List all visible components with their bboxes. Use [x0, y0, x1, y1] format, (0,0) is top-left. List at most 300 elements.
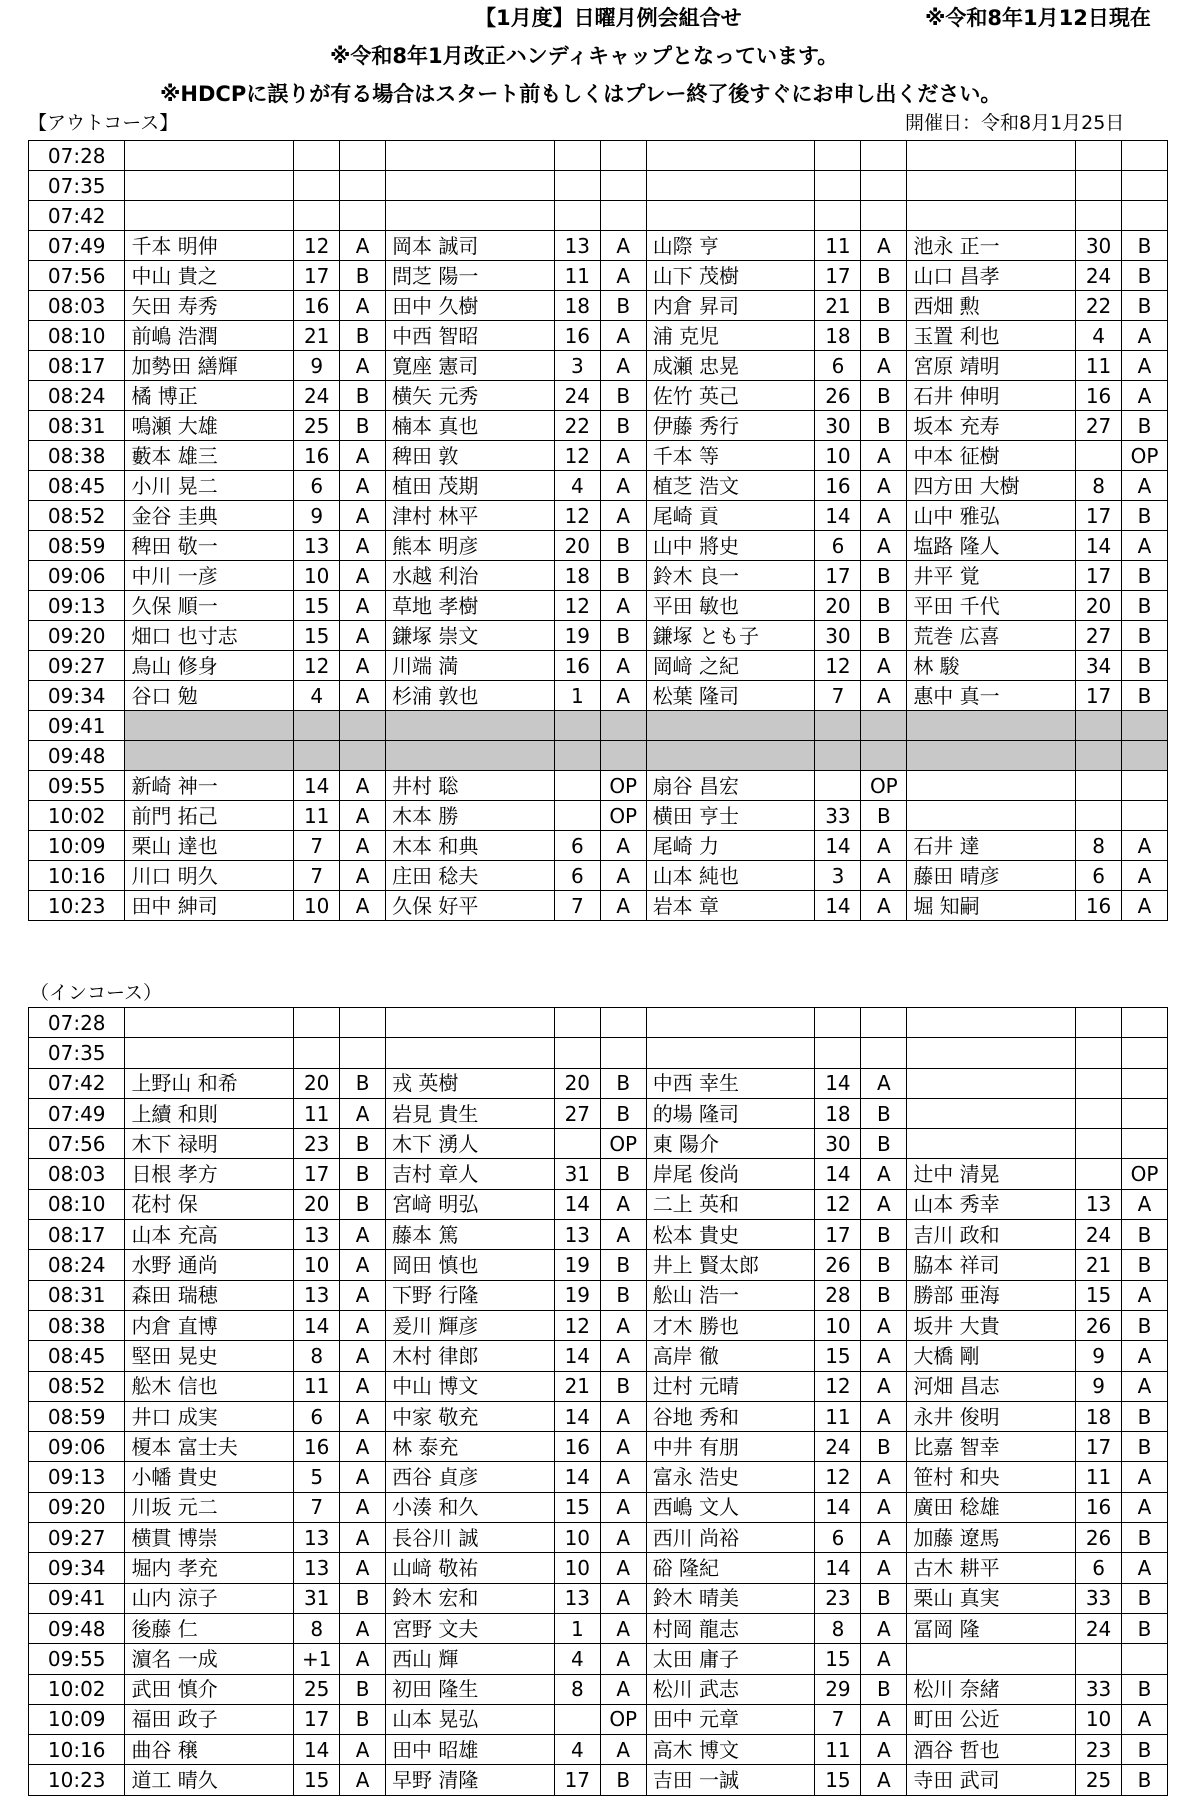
player-name: 舩木 信也 — [125, 1371, 294, 1401]
player-class: A — [340, 681, 386, 711]
player-handicap: 26 — [815, 1250, 861, 1280]
player-handicap — [554, 201, 600, 231]
player-handicap: 33 — [1076, 1674, 1122, 1704]
player-handicap: 7 — [815, 681, 861, 711]
player-name: 鎌塚 とも子 — [646, 621, 815, 651]
player-handicap: 25 — [294, 1674, 340, 1704]
player-name: 吉田 一誠 — [646, 1765, 815, 1795]
player-handicap: 16 — [1076, 381, 1122, 411]
tee-time-row — [29, 1523, 1168, 1553]
tee-time-row — [29, 561, 1168, 591]
player-handicap: 3 — [554, 351, 600, 381]
tee-time: 09:34 — [29, 1553, 125, 1583]
player-handicap: 30 — [815, 411, 861, 441]
player-name: 森田 瑞穂 — [125, 1280, 294, 1310]
tee-time: 10:02 — [29, 1674, 125, 1704]
player-class: B — [340, 1583, 386, 1613]
tee-time-row — [29, 1250, 1168, 1280]
player-handicap: 9 — [1076, 1341, 1122, 1371]
player-name: 栗山 達也 — [125, 831, 294, 861]
player-handicap: 16 — [815, 471, 861, 501]
player-name: 加勢田 繕輝 — [125, 351, 294, 381]
tee-time: 08:31 — [29, 411, 125, 441]
player-handicap: 12 — [815, 1189, 861, 1219]
player-name: 吉村 章人 — [386, 1159, 555, 1189]
player-class — [861, 1038, 907, 1068]
player-class: A — [1122, 471, 1168, 501]
player-name — [907, 711, 1076, 741]
player-class — [340, 201, 386, 231]
player-class: A — [340, 1371, 386, 1401]
player-handicap: 4 — [554, 1644, 600, 1674]
player-class: A — [861, 1310, 907, 1340]
player-name: 武田 慎介 — [125, 1674, 294, 1704]
player-class: B — [861, 591, 907, 621]
player-handicap: 12 — [815, 1371, 861, 1401]
player-handicap: 6 — [815, 1523, 861, 1553]
player-name: 下野 行隆 — [386, 1280, 555, 1310]
player-handicap — [1076, 1038, 1122, 1068]
player-handicap: 10 — [294, 561, 340, 591]
player-name: 上續 和則 — [125, 1098, 294, 1128]
player-class: A — [600, 591, 646, 621]
player-handicap: 18 — [554, 291, 600, 321]
player-handicap: 24 — [815, 1432, 861, 1462]
player-class — [1122, 771, 1168, 801]
player-handicap: 13 — [294, 1553, 340, 1583]
tee-time-row — [29, 1553, 1168, 1583]
player-handicap: 7 — [294, 1492, 340, 1522]
player-name: 問芝 陽一 — [386, 261, 555, 291]
tee-time-row — [29, 621, 1168, 651]
player-class: B — [1122, 621, 1168, 651]
tee-time: 09:48 — [29, 741, 125, 771]
player-class — [1122, 711, 1168, 741]
player-handicap: 26 — [815, 381, 861, 411]
player-class: A — [861, 351, 907, 381]
player-class: A — [861, 1704, 907, 1734]
player-name: 横田 亨士 — [646, 801, 815, 831]
player-class: B — [861, 1250, 907, 1280]
player-name: 前門 拓己 — [125, 801, 294, 831]
player-handicap: 11 — [554, 261, 600, 291]
player-name: 鎌塚 崇文 — [386, 621, 555, 651]
player-class: A — [600, 231, 646, 261]
player-name: 成瀬 忠晃 — [646, 351, 815, 381]
tee-time-row — [29, 1220, 1168, 1250]
player-class: B — [861, 1674, 907, 1704]
player-name: 初田 隆生 — [386, 1674, 555, 1704]
player-handicap: 33 — [1076, 1583, 1122, 1613]
player-class: A — [600, 1189, 646, 1219]
player-name: 塩路 隆人 — [907, 531, 1076, 561]
player-name: 廣田 稔雄 — [907, 1492, 1076, 1522]
player-handicap: 11 — [815, 231, 861, 261]
player-name: 高木 博文 — [646, 1735, 815, 1765]
player-name: 尾崎 力 — [646, 831, 815, 861]
tee-time-row — [29, 1492, 1168, 1522]
player-class: B — [861, 801, 907, 831]
player-name: 草地 孝樹 — [386, 591, 555, 621]
player-class: A — [600, 861, 646, 891]
player-class — [1122, 1008, 1168, 1038]
player-class — [340, 741, 386, 771]
player-class: A — [340, 501, 386, 531]
tee-time: 09:55 — [29, 1644, 125, 1674]
player-class: A — [600, 1735, 646, 1765]
player-name: 中西 幸生 — [646, 1068, 815, 1098]
player-name: 小幡 貴史 — [125, 1462, 294, 1492]
player-name: 平田 敏也 — [646, 591, 815, 621]
tee-time-row — [29, 1068, 1168, 1098]
player-name — [125, 141, 294, 171]
player-class: B — [1122, 1583, 1168, 1613]
player-name: 川口 明久 — [125, 861, 294, 891]
player-handicap: 24 — [554, 381, 600, 411]
tee-time: 08:45 — [29, 471, 125, 501]
player-class — [1122, 1129, 1168, 1159]
player-name: 宮野 文夫 — [386, 1613, 555, 1643]
player-class — [861, 1008, 907, 1038]
player-class — [861, 741, 907, 771]
event-date: 開催日：令和8月1月25日 — [905, 112, 1125, 134]
player-name: 津村 林平 — [386, 501, 555, 531]
player-class: B — [1122, 261, 1168, 291]
player-name — [646, 741, 815, 771]
player-name: 林 駿 — [907, 651, 1076, 681]
player-class: A — [340, 1462, 386, 1492]
player-handicap: 14 — [815, 1159, 861, 1189]
player-class: A — [600, 1310, 646, 1340]
player-class: A — [340, 831, 386, 861]
player-class: B — [1122, 1613, 1168, 1643]
tee-time: 08:52 — [29, 1371, 125, 1401]
tee-time: 08:10 — [29, 321, 125, 351]
player-handicap: 14 — [1076, 531, 1122, 561]
player-class — [1122, 1098, 1168, 1128]
tee-time: 10:16 — [29, 1735, 125, 1765]
player-name: 木村 律郎 — [386, 1341, 555, 1371]
player-class: B — [1122, 1250, 1168, 1280]
player-name: 岡田 慎也 — [386, 1250, 555, 1280]
player-name: 岩本 章 — [646, 891, 815, 921]
player-class: A — [1122, 1492, 1168, 1522]
player-name: 勝部 亜海 — [907, 1280, 1076, 1310]
player-handicap — [1076, 771, 1122, 801]
tee-time: 10:23 — [29, 1765, 125, 1795]
tee-time: 08:45 — [29, 1341, 125, 1371]
player-name: 堀 知嗣 — [907, 891, 1076, 921]
tee-time-row — [29, 381, 1168, 411]
player-name: 谷地 秀和 — [646, 1401, 815, 1431]
player-handicap: 33 — [815, 801, 861, 831]
player-handicap: 20 — [294, 1068, 340, 1098]
player-handicap — [815, 141, 861, 171]
player-class: A — [340, 1341, 386, 1371]
tee-time-row — [29, 1159, 1168, 1189]
tee-time-row — [29, 321, 1168, 351]
player-name: 福田 政子 — [125, 1704, 294, 1734]
player-name: 西畑 勲 — [907, 291, 1076, 321]
player-handicap: 14 — [815, 1492, 861, 1522]
tee-time: 08:38 — [29, 441, 125, 471]
player-name — [646, 711, 815, 741]
player-name — [386, 1038, 555, 1068]
player-class: B — [1122, 1310, 1168, 1340]
player-name: 水越 利治 — [386, 561, 555, 591]
player-class: A — [861, 1401, 907, 1431]
player-name: 稗田 敬一 — [125, 531, 294, 561]
player-class: A — [340, 1432, 386, 1462]
player-handicap: 20 — [1076, 591, 1122, 621]
tee-time: 08:59 — [29, 1401, 125, 1431]
player-name: 古木 耕平 — [907, 1553, 1076, 1583]
player-class: B — [600, 1159, 646, 1189]
player-class: A — [861, 471, 907, 501]
player-name: 尾崎 貢 — [646, 501, 815, 531]
player-class: B — [861, 1583, 907, 1613]
player-handicap: 6 — [554, 831, 600, 861]
player-class — [600, 171, 646, 201]
tee-time-row — [29, 171, 1168, 201]
player-handicap: 14 — [294, 771, 340, 801]
player-handicap — [1076, 141, 1122, 171]
player-handicap: 11 — [815, 1735, 861, 1765]
player-handicap: 20 — [815, 591, 861, 621]
player-name — [907, 171, 1076, 201]
player-handicap: 14 — [815, 831, 861, 861]
player-handicap: 12 — [554, 1310, 600, 1340]
player-class: B — [861, 621, 907, 651]
player-name: 小湊 和久 — [386, 1492, 555, 1522]
player-class: B — [861, 1280, 907, 1310]
player-name: 矢田 寿秀 — [125, 291, 294, 321]
tee-time: 10:02 — [29, 801, 125, 831]
player-name: 辻中 清晃 — [907, 1159, 1076, 1189]
player-handicap: 7 — [554, 891, 600, 921]
player-name: 楠本 真也 — [386, 411, 555, 441]
player-handicap: 26 — [1076, 1523, 1122, 1553]
player-name — [907, 801, 1076, 831]
player-class: A — [600, 1523, 646, 1553]
player-handicap: 29 — [815, 1674, 861, 1704]
player-handicap: 12 — [815, 1462, 861, 1492]
player-class: B — [861, 1129, 907, 1159]
player-handicap — [554, 801, 600, 831]
player-handicap: 17 — [815, 261, 861, 291]
player-class — [861, 171, 907, 201]
tee-time: 07:28 — [29, 141, 125, 171]
player-name: 寛座 憲司 — [386, 351, 555, 381]
tee-time-row — [29, 141, 1168, 171]
player-name: 岡﨑 之紀 — [646, 651, 815, 681]
player-name: 富永 浩史 — [646, 1462, 815, 1492]
player-handicap: 9 — [294, 501, 340, 531]
player-name: 井上 賢太郎 — [646, 1250, 815, 1280]
player-class: B — [1122, 1735, 1168, 1765]
player-name — [907, 741, 1076, 771]
player-handicap — [554, 771, 600, 801]
player-class: B — [600, 531, 646, 561]
player-handicap — [815, 1008, 861, 1038]
player-handicap: 9 — [294, 351, 340, 381]
player-name: 西谷 貞彦 — [386, 1462, 555, 1492]
player-handicap: 14 — [554, 1462, 600, 1492]
tee-time: 09:06 — [29, 1432, 125, 1462]
tee-time-row — [29, 1129, 1168, 1159]
player-handicap: 8 — [294, 1341, 340, 1371]
player-name: 松川 武志 — [646, 1674, 815, 1704]
tee-time: 09:27 — [29, 651, 125, 681]
tee-time: 08:52 — [29, 501, 125, 531]
player-name — [646, 201, 815, 231]
player-name — [907, 1008, 1076, 1038]
tee-time: 07:35 — [29, 171, 125, 201]
player-class: A — [340, 351, 386, 381]
player-handicap: 11 — [294, 801, 340, 831]
player-name: 横貫 博崇 — [125, 1523, 294, 1553]
player-class — [340, 1038, 386, 1068]
player-handicap — [554, 1008, 600, 1038]
tee-time-row — [29, 1432, 1168, 1462]
player-handicap: 20 — [294, 1189, 340, 1219]
player-class: A — [340, 591, 386, 621]
player-class: A — [340, 1644, 386, 1674]
player-name: 榎本 富士夫 — [125, 1432, 294, 1462]
player-class: OP — [600, 801, 646, 831]
player-handicap: 4 — [294, 681, 340, 711]
player-class: A — [600, 681, 646, 711]
tee-time-row — [29, 891, 1168, 921]
player-name: 鳴瀬 大雄 — [125, 411, 294, 441]
tee-time: 08:03 — [29, 291, 125, 321]
player-class — [600, 1038, 646, 1068]
player-class — [340, 1008, 386, 1038]
player-class: A — [861, 1159, 907, 1189]
player-name: 藤本 篤 — [386, 1220, 555, 1250]
player-name: 坂井 大貴 — [907, 1310, 1076, 1340]
tee-time: 09:55 — [29, 771, 125, 801]
player-name: 中井 有朋 — [646, 1432, 815, 1462]
player-class: A — [600, 441, 646, 471]
player-class: A — [600, 1341, 646, 1371]
player-handicap: 14 — [815, 1553, 861, 1583]
player-class: A — [600, 501, 646, 531]
tee-time-row — [29, 1038, 1168, 1068]
tee-time-row — [29, 531, 1168, 561]
player-class: B — [600, 1098, 646, 1128]
player-handicap: 3 — [815, 861, 861, 891]
player-name: 後藤 仁 — [125, 1613, 294, 1643]
player-name — [907, 771, 1076, 801]
player-name: 水野 通尚 — [125, 1250, 294, 1280]
player-name: 堅田 晃史 — [125, 1341, 294, 1371]
tee-time-row — [29, 1674, 1168, 1704]
player-handicap: 17 — [815, 561, 861, 591]
player-handicap: 20 — [554, 531, 600, 561]
player-name: 戎 英樹 — [386, 1068, 555, 1098]
player-name — [907, 1038, 1076, 1068]
player-handicap: 21 — [1076, 1250, 1122, 1280]
player-class: A — [600, 1401, 646, 1431]
player-name: 内倉 昇司 — [646, 291, 815, 321]
player-name: 田中 昭雄 — [386, 1735, 555, 1765]
tee-time: 08:17 — [29, 1220, 125, 1250]
tee-time-row — [29, 1644, 1168, 1674]
player-class: B — [1122, 1674, 1168, 1704]
player-class — [1122, 141, 1168, 171]
tee-time: 09:20 — [29, 621, 125, 651]
tee-time: 09:41 — [29, 711, 125, 741]
player-class: A — [861, 231, 907, 261]
player-name: 横矢 元秀 — [386, 381, 555, 411]
player-handicap: 26 — [1076, 1310, 1122, 1340]
page-title: 【1月度】日曜月例会組合せ — [475, 6, 742, 30]
tee-time: 09:48 — [29, 1613, 125, 1643]
player-handicap: 21 — [294, 321, 340, 351]
player-handicap: 18 — [815, 321, 861, 351]
player-handicap: 25 — [1076, 1765, 1122, 1795]
player-name — [907, 201, 1076, 231]
tee-time: 09:41 — [29, 1583, 125, 1613]
tee-time: 08:10 — [29, 1189, 125, 1219]
player-name: 花村 保 — [125, 1189, 294, 1219]
player-handicap: 17 — [554, 1765, 600, 1795]
player-handicap — [294, 711, 340, 741]
tee-time-row — [29, 1189, 1168, 1219]
tee-time-row — [29, 651, 1168, 681]
player-name: 石井 伸明 — [907, 381, 1076, 411]
player-handicap: 30 — [815, 621, 861, 651]
player-name: 松川 奈緒 — [907, 1674, 1076, 1704]
player-class: A — [600, 831, 646, 861]
player-name: 田中 元章 — [646, 1704, 815, 1734]
player-name: 山内 涼子 — [125, 1583, 294, 1613]
tee-time: 09:13 — [29, 591, 125, 621]
player-handicap: 6 — [1076, 861, 1122, 891]
player-handicap: 14 — [554, 1401, 600, 1431]
player-handicap — [815, 201, 861, 231]
player-name: 池永 正一 — [907, 231, 1076, 261]
player-handicap: 31 — [294, 1583, 340, 1613]
tee-time-row — [29, 1008, 1168, 1038]
player-handicap: 6 — [294, 1401, 340, 1431]
tee-time-row — [29, 261, 1168, 291]
player-class: A — [340, 621, 386, 651]
player-name: 川坂 元二 — [125, 1492, 294, 1522]
player-class: A — [340, 471, 386, 501]
player-name — [386, 171, 555, 201]
player-class: B — [600, 1250, 646, 1280]
player-class: B — [1122, 1401, 1168, 1431]
player-class: OP — [861, 771, 907, 801]
player-name: 鈴木 晴美 — [646, 1583, 815, 1613]
player-class — [340, 711, 386, 741]
player-handicap: 16 — [554, 1432, 600, 1462]
player-name: 永井 俊明 — [907, 1401, 1076, 1431]
player-class: A — [861, 651, 907, 681]
player-handicap — [294, 1008, 340, 1038]
player-handicap: 17 — [294, 1159, 340, 1189]
player-name: 杉浦 敦也 — [386, 681, 555, 711]
player-name: 宮原 靖明 — [907, 351, 1076, 381]
player-class: A — [1122, 381, 1168, 411]
tee-time: 08:17 — [29, 351, 125, 381]
player-class: B — [340, 1704, 386, 1734]
player-handicap: 11 — [294, 1098, 340, 1128]
tee-time: 07:42 — [29, 1068, 125, 1098]
player-class: OP — [600, 1704, 646, 1734]
